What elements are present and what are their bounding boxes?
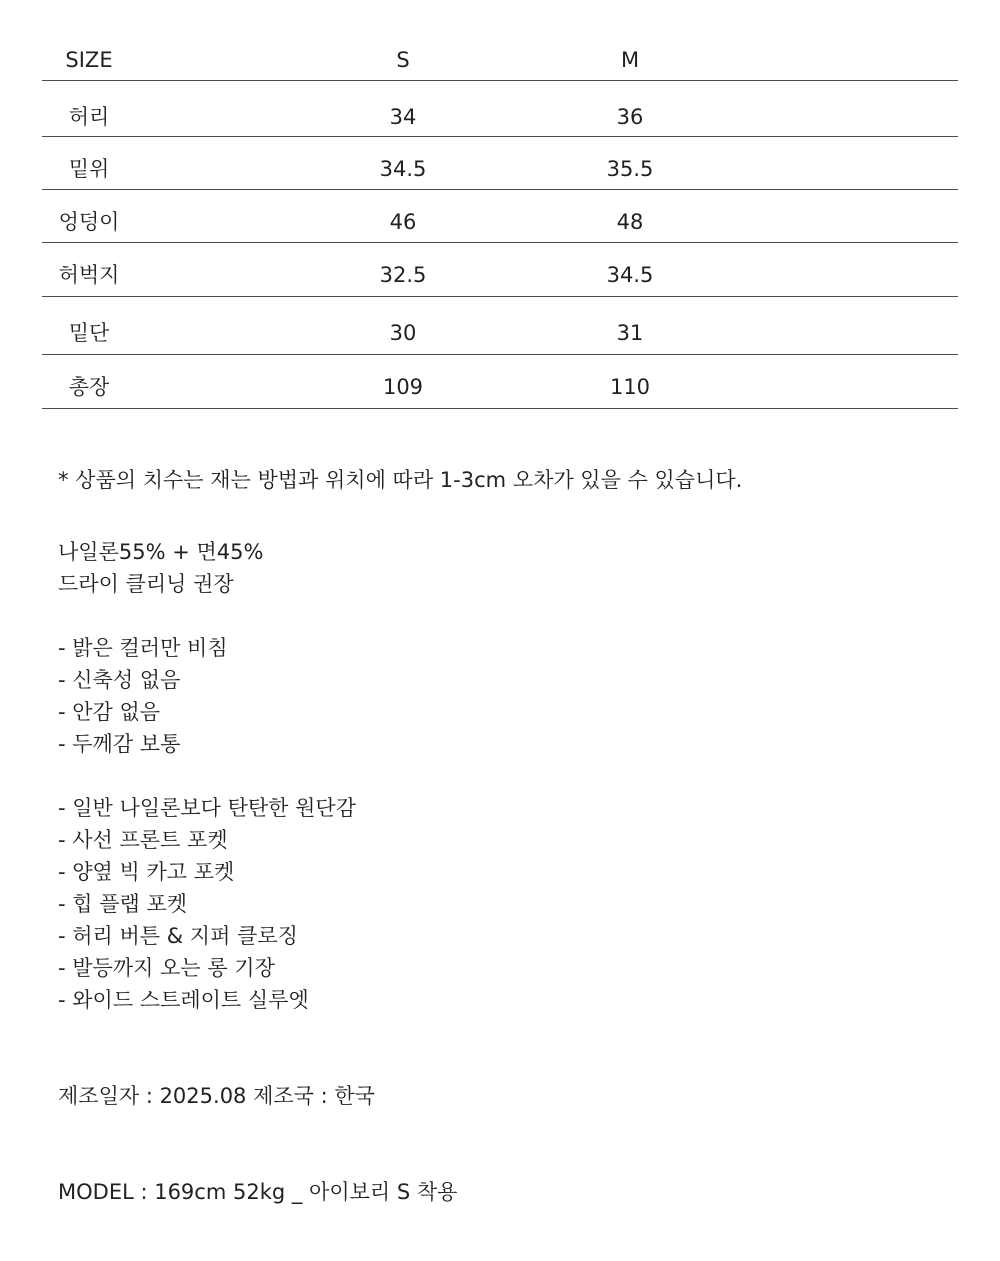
- row-value-s: 109: [382, 375, 424, 399]
- row-value-m: 35.5: [606, 157, 654, 181]
- table-row: [42, 297, 958, 355]
- property-item: - 두께감 보통: [58, 732, 181, 756]
- row-value-m: 36: [616, 105, 644, 129]
- feature-item: - 사선 프론트 포켓: [58, 828, 228, 852]
- feature-item: - 허리 버튼 & 지퍼 클로징: [58, 924, 298, 948]
- feature-item: - 양옆 빅 카고 포켓: [58, 860, 235, 884]
- spacer: [58, 600, 958, 632]
- table-row: [42, 190, 958, 243]
- header-size: SIZE: [65, 48, 113, 72]
- row-label: 밑단: [68, 321, 110, 345]
- row-value-s: 34: [389, 105, 417, 129]
- size-table: [42, 38, 958, 409]
- row-value-s: 46: [389, 210, 417, 234]
- table-row: [42, 243, 958, 297]
- feature-item: - 힙 플랩 포켓: [58, 892, 188, 916]
- manufacture-info: 제조일자 : 2025.08 제조국 : 한국: [58, 1084, 375, 1108]
- row-label: 엉덩이: [58, 210, 120, 234]
- header-s: S: [396, 48, 410, 72]
- feature-item: - 발등까지 오는 롱 기장: [58, 956, 275, 980]
- row-value-m: 48: [616, 210, 644, 234]
- size-table-header: [42, 38, 958, 81]
- property-item: - 밝은 컬러만 비침: [58, 636, 228, 660]
- row-value-s: 34.5: [379, 157, 427, 181]
- header-m: M: [620, 48, 640, 72]
- row-label: 허벅지: [58, 263, 120, 287]
- row-value-m: 34.5: [606, 263, 654, 287]
- row-label: 밑위: [68, 157, 110, 181]
- row-value-m: 31: [616, 321, 644, 345]
- table-row: [42, 355, 958, 409]
- row-label: 총장: [68, 375, 110, 399]
- material-composition: 나일론55% + 면45%: [58, 540, 264, 564]
- feature-item: - 와이드 스트레이트 실루엣: [58, 988, 309, 1012]
- model-info: MODEL : 169cm 52kg _ 아이보리 S 착용: [58, 1180, 458, 1204]
- product-notes: [58, 464, 958, 1208]
- row-value-s: 32.5: [379, 263, 427, 287]
- row-value-s: 30: [389, 321, 417, 345]
- property-item: - 신축성 없음: [58, 668, 181, 692]
- spacer: [58, 1112, 958, 1176]
- table-row: [42, 81, 958, 137]
- row-label: 허리: [68, 105, 110, 129]
- table-row: [42, 137, 958, 190]
- row-value-m: 110: [609, 375, 651, 399]
- measurement-disclaimer: * 상품의 치수는 재는 방법과 위치에 따라 1-3cm 오차가 있을 수 있습니다.: [58, 468, 743, 492]
- spacer: [58, 760, 958, 792]
- feature-item: - 일반 나일론보다 탄탄한 원단감: [58, 796, 356, 820]
- care-instruction: 드라이 클리닝 권장: [58, 572, 234, 596]
- spacer: [58, 496, 958, 528]
- property-item: - 안감 없음: [58, 700, 161, 724]
- spacer: [58, 1016, 958, 1080]
